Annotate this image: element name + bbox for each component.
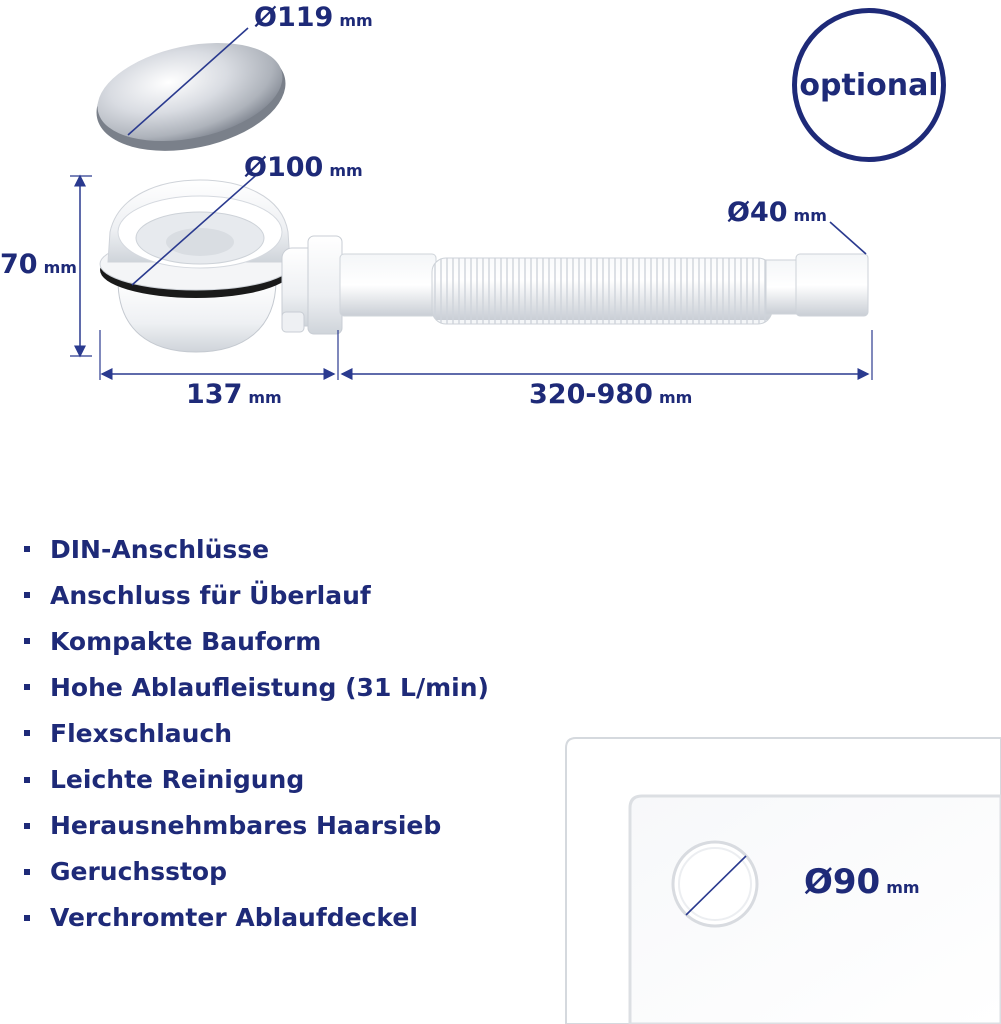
optional-badge <box>792 8 946 162</box>
bullet-icon <box>24 869 30 875</box>
height-value: 70 <box>0 249 38 280</box>
body-diameter-unit: mm <box>329 161 363 180</box>
bullet-icon <box>24 684 30 690</box>
list-item <box>24 572 489 618</box>
bullet-icon <box>24 638 30 644</box>
height-label <box>0 251 77 278</box>
list-item <box>24 895 489 941</box>
bullet-icon <box>24 823 30 829</box>
optional-badge-text: optional <box>799 67 939 103</box>
feature-text: Herausnehmbares Haarsieb <box>50 811 442 841</box>
width-value: 137 <box>186 379 243 410</box>
hose-length-value: 320-980 <box>529 379 653 410</box>
cap-diameter-value: Ø119 <box>254 2 334 33</box>
feature-text: Geruchsstop <box>50 857 228 887</box>
list-item <box>24 618 489 664</box>
list-item <box>24 803 489 849</box>
body-diameter-label <box>244 154 363 181</box>
height-unit: mm <box>43 258 77 277</box>
hose-end-diameter-unit: mm <box>793 206 827 225</box>
cap-diameter-unit: mm <box>339 11 373 30</box>
cap-diameter-label <box>254 4 373 31</box>
hose-end-diameter-value: Ø40 <box>727 197 788 228</box>
list-item <box>24 710 489 756</box>
feature-text: Anschluss für Überlauf <box>50 580 371 610</box>
bullet-icon <box>24 730 30 736</box>
feature-text: Kompakte Bauform <box>50 626 322 656</box>
shower-tray <box>566 738 1001 1024</box>
drain-body <box>100 170 436 352</box>
width-unit: mm <box>248 388 282 407</box>
feature-text: Leichte Reinigung <box>50 765 305 795</box>
bullet-icon <box>24 777 30 783</box>
feature-text: Verchromter Ablaufdeckel <box>50 903 418 933</box>
width-label <box>186 381 282 408</box>
bullet-icon <box>24 592 30 598</box>
chrome-cap <box>87 27 296 166</box>
hose-end-diameter-label <box>727 199 827 226</box>
list-item <box>24 664 489 710</box>
feature-text: Flexschlauch <box>50 718 233 748</box>
tray-hole-diameter-value: Ø90 <box>804 862 881 902</box>
feature-list <box>24 526 489 941</box>
bullet-icon <box>24 546 30 552</box>
feature-text: Hohe Ablaufleistung (31 L/min) <box>50 672 489 702</box>
tray-hole-diameter-unit: mm <box>886 878 920 897</box>
bullet-icon <box>24 915 30 921</box>
feature-text: DIN-Anschlüsse <box>50 534 270 564</box>
flex-hose <box>432 222 868 324</box>
list-item <box>24 526 489 572</box>
body-diameter-value: Ø100 <box>244 152 324 183</box>
hose-length-label <box>529 381 692 408</box>
tray-hole-diameter-label <box>804 862 920 902</box>
list-item <box>24 756 489 802</box>
hose-length-unit: mm <box>658 388 693 407</box>
list-item <box>24 849 489 895</box>
